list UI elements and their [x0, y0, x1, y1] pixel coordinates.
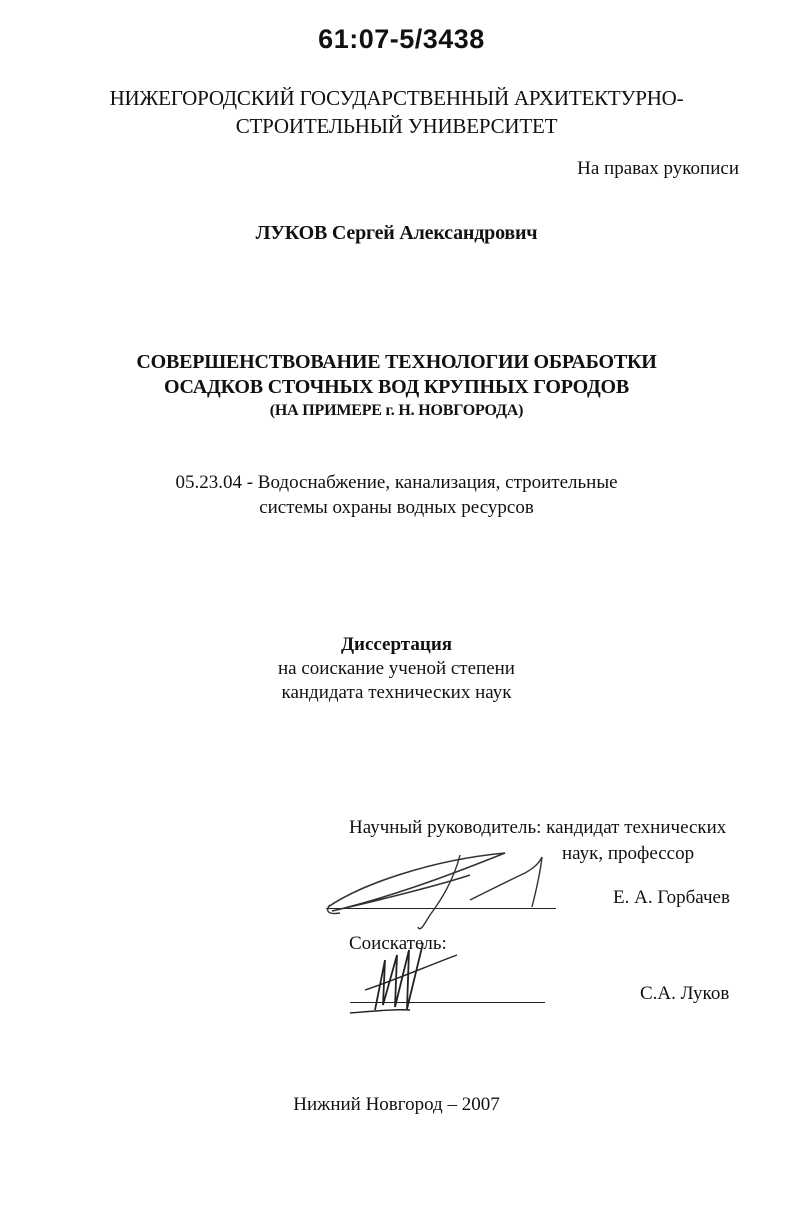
thesis-heading: Диссертация: [340, 634, 453, 655]
author-name: ЛУКОВ Сергей Александрович: [255, 222, 538, 244]
dissertation-title: [0, 350, 793, 422]
supervisor-degree: наук, профессор: [562, 843, 695, 864]
manuscript-note: На правах рукописи: [577, 158, 739, 179]
applicant-label: Соискатель:: [349, 933, 447, 954]
place-and-year: Нижний Новгород – 2007: [293, 1094, 500, 1115]
university-line-2: СТРОИТЕЛЬНЫЙ УНИВЕРСИТЕТ: [235, 114, 558, 138]
catalog-number: 61:07-5/3438: [318, 24, 485, 54]
university-line-1: НИЖЕГОРОДСКИЙ ГОСУДАРСТВЕННЫЙ АРХИТЕКТУРНО-: [109, 86, 684, 110]
applicant-name: С.А. Луков: [640, 983, 730, 1004]
applicant-signature: [345, 935, 475, 1020]
title-line-3: (НА ПРИМЕРЕ г. Н. НОВГОРОДА): [269, 402, 524, 419]
university-name: [0, 84, 793, 140]
supervisor-signature: [320, 845, 560, 935]
thesis-line-2: кандидата технических наук: [281, 682, 512, 703]
supervisor-label: Научный руководитель: кандидат технических: [349, 817, 727, 838]
title-line-1: СОВЕРШЕНСТВОВАНИЕ ТЕХНОЛОГИИ ОБРАБОТКИ: [136, 351, 657, 373]
title-line-2: ОСАДКОВ СТОЧНЫХ ВОД КРУПНЫХ ГОРОДОВ: [163, 376, 630, 398]
specialty-line-1: 05.23.04 - Водоснабжение, канализация, строительные: [175, 472, 618, 493]
specialty: [0, 470, 793, 520]
thesis-line-1: на соискание ученой степени: [278, 658, 515, 679]
specialty-line-2: системы охраны водных ресурсов: [259, 497, 534, 518]
supervisor-name: Е. А. Горбачев: [613, 887, 730, 908]
thesis-block: [0, 633, 793, 705]
